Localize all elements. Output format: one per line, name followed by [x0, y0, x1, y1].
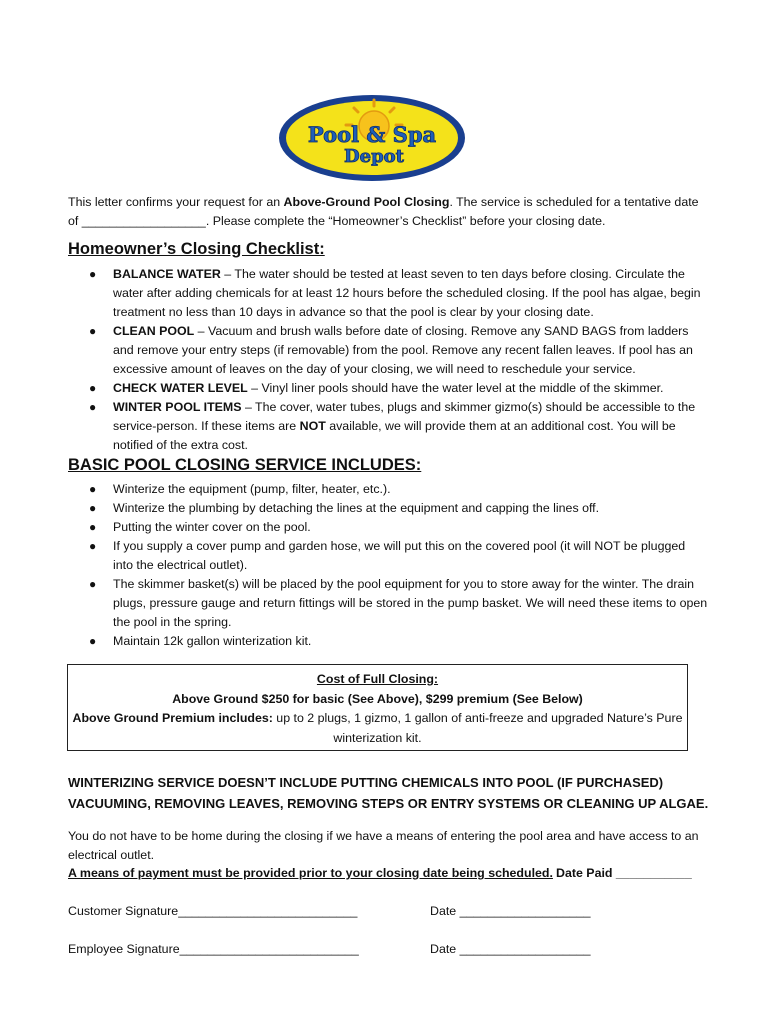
- date-paid-field[interactable]: Date Paid ___________: [556, 866, 692, 880]
- list-item: ● CHECK WATER LEVEL – Vinyl liner pools should have the water level at the middle of the skimmer.: [89, 381, 664, 395]
- list-item: ● If you supply a cover pump and garden hose, we will put this on the covered pool (it will NOT be plugged into the electrical outlet).: [89, 539, 686, 572]
- list-item: ● The skimmer basket(s) will be placed by the pool equipment for you to store away for the winter. The drain plugs, pressure gauge and return fittings will be stored in the pump basket. We will need these items to open the pool in the spring.: [89, 577, 708, 629]
- list-item: ● Maintain 12k gallon winterization kit.: [89, 634, 312, 648]
- pool-spa-depot-logo: [276, 92, 468, 184]
- cost-box: [67, 664, 688, 751]
- premium-description: Above Ground Premium includes: up to 2 plugs, 1 gizmo, 1 gallon of anti-freeze and upgraded Nature’s Pure winterization kit.: [72, 711, 683, 745]
- basic-service-list: [68, 480, 708, 651]
- cost-title: Cost of Full Closing:: [316, 672, 439, 686]
- list-item: ● Winterize the equipment (pump, filter, heater, etc.).: [89, 482, 391, 496]
- list-item: ● BALANCE WATER – The water should be tested at least seven to ten days before closing. Circulate the water after adding chemicals for at least 12 hours before the scheduled closing. If the pool has algae, begin treatment no less than 10 days in advance so that the pool is clear by your closing date.: [89, 267, 701, 319]
- customer-signature-field[interactable]: Customer Signature__________________________: [68, 904, 358, 918]
- list-item: ● CLEAN POOL – Vacuum and brush walls before date of closing. Remove any SAND BAGS from ladders and remove your entry steps (if removable) from the pool. Remove any recent fallen leaves. If pool has an excessive amount of leaves on the day of your closing, we will need to reschedule your service.: [89, 324, 693, 376]
- list-item: ● Winterize the plumbing by detaching the lines at the equipment and capping the lines off.: [89, 501, 600, 515]
- winterizing-notice: WINTERIZING SERVICE DOESN’T INCLUDE PUTTING CHEMICALS INTO POOL (IF PURCHASED) VACUUMING, REMOVING LEAVES, REMOVING STEPS OR ENTRY SYSTEMS OR CLEANING UP ALGAE.: [68, 775, 709, 811]
- checklist-heading: Homeowner’s Closing Checklist:: [68, 240, 325, 258]
- list-item: ● WINTER POOL ITEMS – The cover, water tubes, plugs and skimmer gizmo(s) should be accessible to the service-person. If these items are NOT available, we will provide them at an additional cost. You will be notified of the extra cost.: [89, 400, 696, 452]
- checklist-list: [68, 265, 708, 455]
- list-item: ● Putting the winter cover on the pool.: [89, 520, 311, 534]
- employee-date-field[interactable]: Date ___________________: [430, 942, 591, 956]
- employee-signature-field[interactable]: Employee Signature__________________________: [68, 942, 359, 956]
- basic-service-heading: BASIC POOL CLOSING SERVICE INCLUDES:: [68, 456, 422, 474]
- payment-note: A means of payment must be provided prior to your closing date being scheduled.: [68, 866, 553, 880]
- intro-service-type: Above-Ground Pool Closing: [283, 195, 450, 209]
- logo-line1: Pool & Spa: [307, 122, 437, 147]
- intro-paragraph: This letter confirms your request for an Above-Ground Pool Closing. The service is scheduled for a tentative date of __________________. Please complete the “Homeowner’s Checklist” before your closing date.: [68, 195, 699, 228]
- logo-line2: Depot: [344, 146, 404, 167]
- home-note: You do not have to be home during the closing if we have a means of entering the pool area and have access to an electrical outlet.: [68, 829, 699, 862]
- cost-line: Above Ground $250 for basic (See Above), $299 premium (See Below): [172, 691, 583, 706]
- customer-date-field[interactable]: Date ___________________: [430, 904, 591, 918]
